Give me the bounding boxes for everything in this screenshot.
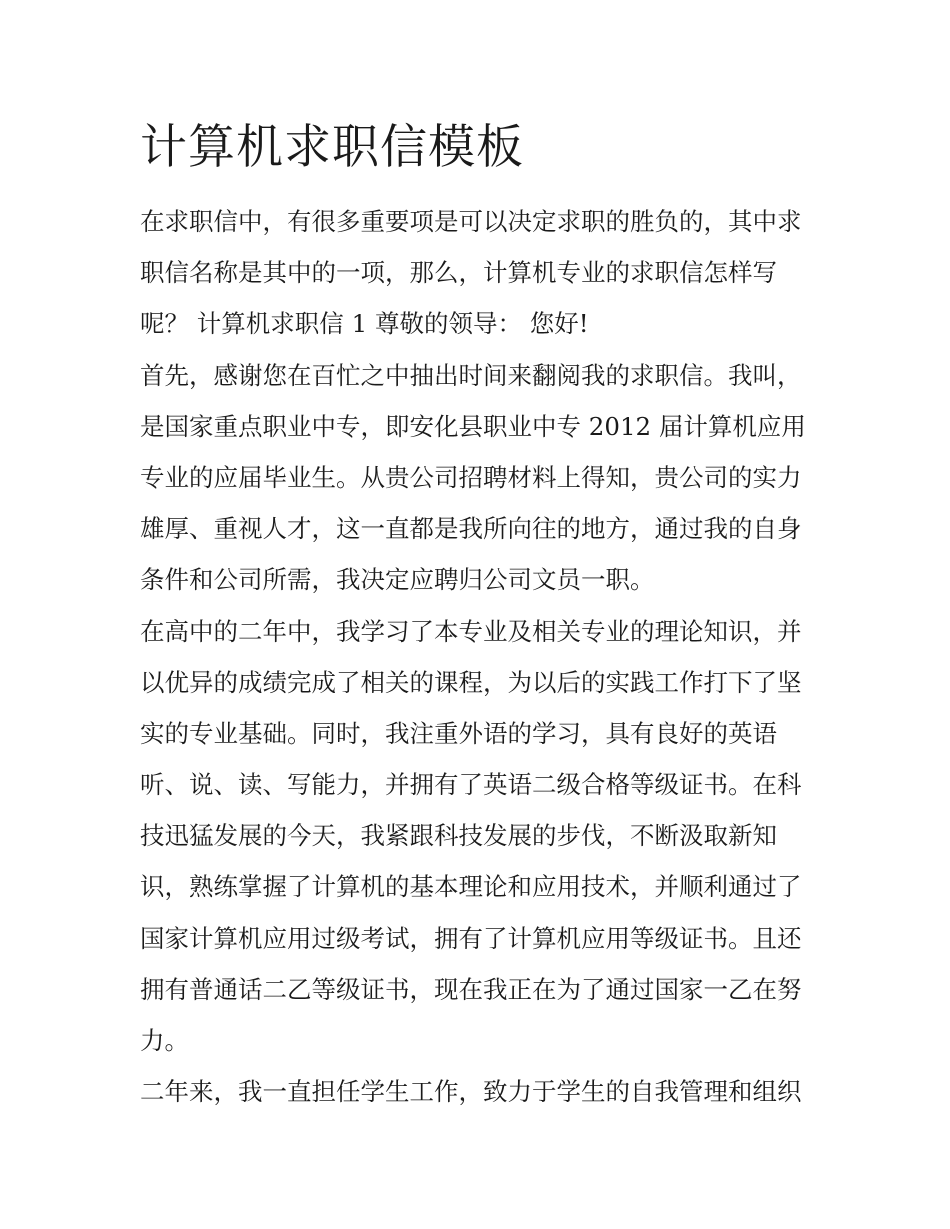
text-line: 职信名称是其中的一项，那么，计算机专业的求职信怎样写: [140, 258, 777, 288]
text-line: 雄厚、重视人才，这一直都是我所向往的地方，通过我的自身: [140, 514, 802, 544]
text-line: 国家计算机应用过级考试，拥有了计算机应用等级证书。且还: [140, 923, 802, 953]
text-line: 力。: [140, 1026, 189, 1055]
text-line: 是国家重点职业中专，即安化县职业中专 2012 届计算机应用: [140, 411, 806, 441]
text-line: 呢？ 计算机求职信 1 尊敬的领导： 您好!: [140, 309, 589, 339]
paragraph-education: [140, 606, 820, 1067]
text-line: 实的专业基础。同时，我注重外语的学习，具有良好的英语: [140, 718, 777, 748]
text-line: 首先，感谢您在百忙之中抽出时间来翻阅我的求职信。我叫，: [140, 360, 802, 390]
text-line: 听、说、读、写能力，并拥有了英语二级合格等级证书。在科: [140, 770, 802, 800]
text-line: 拥有普通话二乙等级证书，现在我正在为了通过国家一乙在努: [140, 974, 802, 1004]
text-line: 专业的应届毕业生。从贵公司招聘材料上得知，贵公司的实力: [140, 462, 802, 492]
text-line: 在求职信中，有很多重要项是可以决定求职的胜负的，其中求: [140, 207, 802, 236]
paragraph-intro: [140, 196, 820, 350]
document-body: [140, 196, 820, 1117]
text-line: 技迅猛发展的今天，我紧跟科技发展的步伐，不断汲取新知: [140, 821, 777, 851]
text-line: 识，熟练掌握了计算机的基本理论和应用技术，并顺利通过了: [140, 872, 802, 902]
text-line: 以优异的成绩完成了相关的课程，为以后的实践工作打下了坚: [140, 667, 802, 697]
document-title: 计算机求职信模板: [140, 120, 524, 175]
paragraph-student-work: [140, 1066, 820, 1117]
paragraph-self-introduction: [140, 350, 820, 606]
text-line: 条件和公司所需，我决定应聘归公司文员一职。: [140, 565, 655, 595]
text-line: 在高中的二年中，我学习了本专业及相关专业的理论知识，并: [140, 616, 802, 646]
text-line: 二年来，我一直担任学生工作，致力于学生的自我管理和组织: [140, 1077, 802, 1107]
